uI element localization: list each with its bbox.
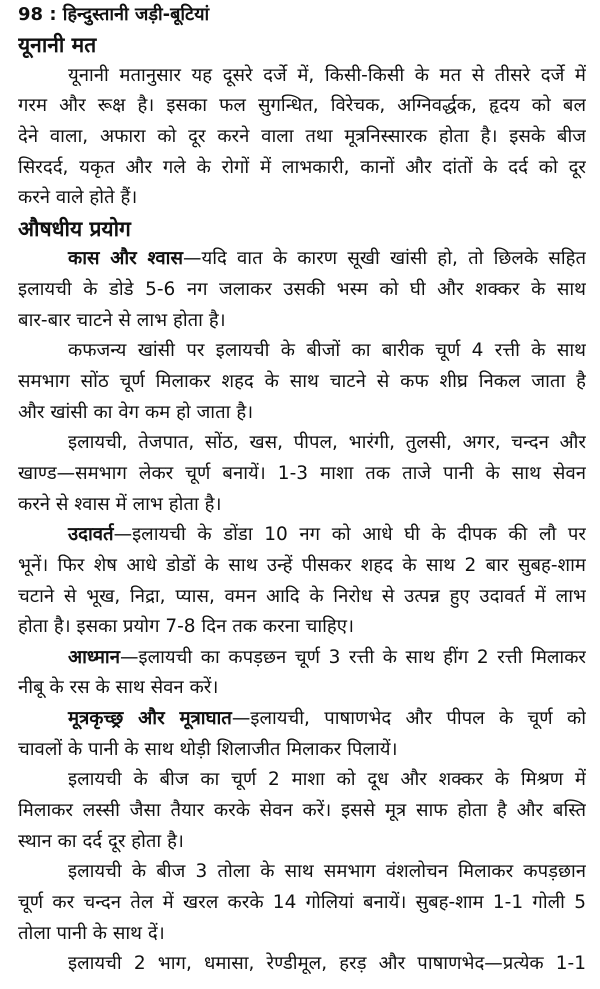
line-text: —इलायची का कपड़छन चूर्ण 3 रत्ती के साथ हींग 2 रत्ती मिलाकर bbox=[120, 646, 586, 668]
paragraph-line: इलायची के डोडे 5-6 नग जलाकर उसकी भस्म को घी और शक्कर के साथ bbox=[18, 279, 586, 301]
paragraph-line: सिरदर्द, यकृत और गले के रोगों में लाभकारी, कानों और दांतों के दर्द को दूर bbox=[18, 156, 586, 178]
paragraph-line: स्थान का दर्द दूर होता है। bbox=[18, 830, 184, 852]
running-header: 98 : हिन्दुस्तानी जड़ी-बूटियां bbox=[18, 4, 210, 25]
lead-term: कास और श्वास bbox=[68, 248, 183, 270]
paragraph-line: चावलों के पानी के साथ थोड़ी शिलाजीत मिलाकर पिलायें। bbox=[18, 738, 398, 760]
lead-term: मूत्रकृच्छ्र और मूत्राघात bbox=[68, 708, 232, 730]
paragraph-line: चूर्ण कर चन्दन तेल में खरल करके 14 गोलियां बनायें। सुबह-शाम 1-1 गोली 5 bbox=[18, 891, 586, 913]
paragraph-line: यूनानी मतानुसार यह दूसरे दर्जे में, किसी-किसी के मत से तीसरे दर्जे में bbox=[68, 64, 586, 86]
paragraph-line bbox=[18, 643, 586, 674]
paragraph-line: और खांसी का वेग कम हो जाता है। bbox=[18, 401, 254, 423]
paragraph-line: होता है। इसका प्रयोग 7-8 दिन तक करना चाहिए। bbox=[18, 616, 354, 638]
paragraph-line: देने वाला, अफारा को दूर करने वाला तथा मूत्रनिस्सारक होता है। इसके बीज bbox=[18, 125, 586, 147]
section-heading: यूनानी मत bbox=[18, 33, 97, 57]
paragraph-line bbox=[18, 704, 586, 735]
paragraph-line: कफजन्य खांसी पर इलायची के बीजों का बारीक चूर्ण 4 रत्ती के साथ bbox=[68, 340, 586, 362]
paragraph-line: करने वाले होते हैं। bbox=[18, 187, 138, 209]
paragraph-line: मिलाकर लस्सी जैसा तैयार करके सेवन करें। इससे मूत्र साफ होता है और बस्ति bbox=[18, 800, 586, 822]
paragraph-line: चटाने से भूख, निद्रा, प्यास, वमन आदि के निरोध से उत्पन्न हुए उदावर्त में लाभ bbox=[18, 585, 586, 607]
paragraph-line: तोला पानी के साथ दें। bbox=[18, 922, 165, 944]
paragraph-line: नीबू के रस के साथ सेवन करें। bbox=[18, 677, 219, 699]
line-text: —इलायची के डोंडा 10 नग को आधे घी के दीपक की लौ पर bbox=[113, 524, 586, 546]
paragraph-line: इलायची 2 भाग, धमासा, रेण्डीमूल, हरड़ और पाषाणभेद—प्रत्येक 1-1 bbox=[68, 953, 586, 975]
lead-term: आध्मान bbox=[68, 646, 120, 668]
lead-term: उदावर्त bbox=[68, 524, 114, 546]
line-text: —यदि वात के कारण सूखी खांसी हो, तो छिलके सहित bbox=[182, 248, 586, 270]
book-page bbox=[18, 0, 586, 980]
paragraph-line: खाण्ड—समभाग लेकर चूर्ण बनायें। 1-3 माशा तक ताजे पानी के साथ सेवन bbox=[18, 462, 586, 484]
paragraph-line bbox=[18, 520, 586, 551]
paragraph-line: गरम और रूक्ष है। इसका फल सुगन्धित, विरेचक, अग्निवर्द्धक, हृदय को बल bbox=[18, 95, 586, 117]
paragraph-line: बार-बार चाटने से लाभ होता है। bbox=[18, 309, 226, 331]
paragraph-line: इलायची के बीज 3 तोला के साथ समभाग वंशलोचन मिलाकर कपड़छान bbox=[68, 861, 586, 883]
paragraph-line: करने से श्वास में लाभ होता है। bbox=[18, 493, 222, 515]
paragraph-line bbox=[18, 244, 586, 275]
paragraph-line: इलायची, तेजपात, सोंठ, खस, पीपल, भारंगी, तुलसी, अगर, चन्दन और bbox=[68, 432, 586, 454]
paragraph-line: इलायची के बीज का चूर्ण 2 माशा को दूध और शक्कर के मिश्रण में bbox=[68, 769, 586, 791]
line-text: —इलायची, पाषाणभेद और पीपल के चूर्ण को bbox=[231, 708, 586, 730]
paragraph-line: समभाग सोंठ चूर्ण मिलाकर शहद के साथ चाटने से कफ शीघ्र निकल जाता है bbox=[18, 371, 586, 393]
section-heading: औषधीय प्रयोग bbox=[18, 216, 131, 241]
page-body bbox=[18, 30, 586, 980]
paragraph-line: भूनें। फिर शेष आधे डोडों के साथ उन्हें पीसकर शहद के साथ 2 बार सुबह-शाम bbox=[18, 554, 586, 576]
